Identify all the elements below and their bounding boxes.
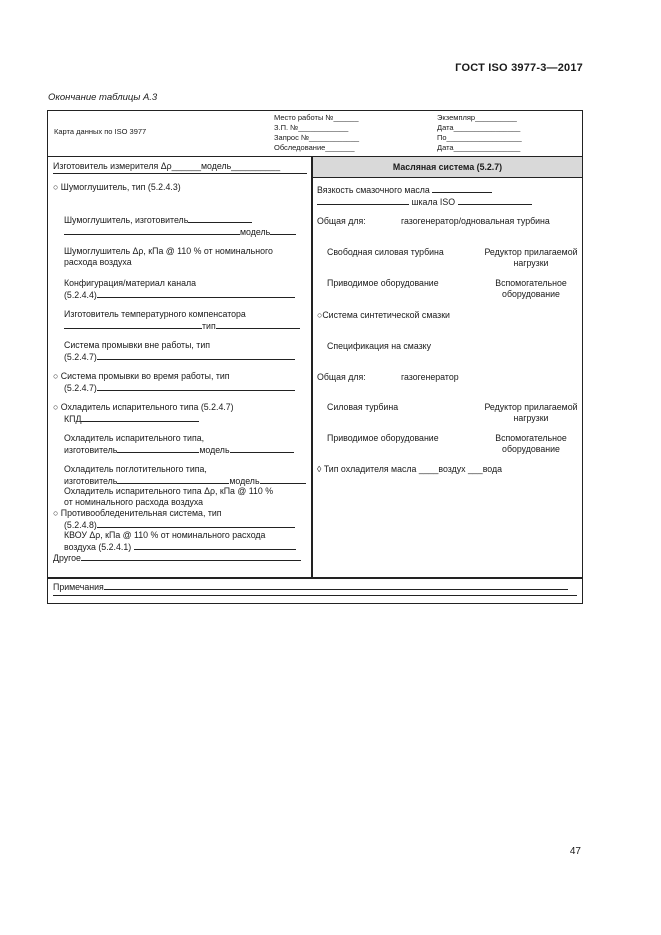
offline-wash-entry: Система промывки вне работы, тип (5.2.4.7) [64, 340, 312, 363]
silencer-dp-entry: Шумоглушитель Δρ, кПа @ 110 % от номинального расхода воздуха [64, 246, 273, 267]
meta-request: Запрос №____________ [274, 133, 360, 142]
temp-compensator-entry: Изготовитель температурного компенсатора тип [64, 309, 312, 332]
lube-spec-entry: Спецификация на смазку [327, 341, 432, 351]
diamond-icon: ◊ [317, 464, 322, 474]
duct-config-entry: Конфигурация/материал канала (5.2.4.4) [64, 278, 312, 301]
inlet-system-column [48, 157, 311, 577]
notes-row [53, 581, 577, 593]
meta-to: По__________________ [437, 133, 522, 142]
circle-icon: ○ [53, 508, 59, 518]
silencer-manufacturer-entry: Шумоглушитель, изготовитель модель [64, 214, 312, 238]
silencer-type-entry: ○ Шумоглушитель, тип (5.2.4.3) [53, 182, 181, 192]
page-number: 47 [569, 846, 581, 857]
meta-left-block [274, 113, 359, 153]
driven-equipment-entry: Приводимое оборудование Вспомогательное оборудование [327, 278, 567, 299]
meta-zp: З.П. №____________ [274, 123, 349, 132]
absorption-cooler-entry: Охладитель поглотительного типа, изготовитель модель [64, 464, 312, 487]
anti-icing-entry: ○ Противообледенительная система, тип (5.2.4.8) [53, 508, 301, 531]
evaporative-cooler-manufacturer-entry: Охладитель испарительного типа, изготовитель модель [64, 433, 312, 456]
driven-equipment-entry-2: Приводимое оборудование Вспомогательное оборудование [327, 433, 567, 454]
oil-system-column [313, 157, 582, 577]
free-turbine-entry: Свободная силовая турбина Редуктор прилагаемой нагрузки [327, 247, 578, 268]
notes-second-line [53, 595, 577, 596]
common-for-gg-entry: Общая для: газогенератор [317, 372, 459, 382]
dp-meter-manufacturer: Изготовитель измерителя Δρ______модель__________ [53, 161, 307, 174]
power-turbine-entry: Силовая турбина Редуктор прилагаемой нагрузки [327, 402, 578, 423]
evaporative-cooler-dp-entry: Охладитель испарительного типа Δρ, кПа @ 110 % от номинального расхода воздуха [64, 486, 274, 507]
circle-icon: ○ [53, 402, 59, 412]
notes-divider [48, 577, 582, 579]
meta-copy: Экземпляр__________ [437, 113, 517, 122]
circle-icon: ○ [317, 310, 323, 320]
synthetic-lube-entry: ○Система синтетической смазки [317, 310, 450, 320]
common-for-entry: Общая для: газогенератор/одновальная турбина [317, 216, 550, 226]
notes-label: Примечания [53, 582, 104, 592]
table-caption: Окончание таблицы А.3 [48, 92, 158, 103]
meta-workplace: Место работы №______ [274, 113, 359, 122]
online-wash-entry: ○ Система промывки во время работы, тип (5.2.4.7) [53, 371, 301, 394]
oil-cooler-type-entry: ◊ Тип охладителя масла ____воздух ___вода [317, 464, 502, 474]
circle-icon: ○ [53, 182, 59, 192]
meta-inspection: Обследование_______ [274, 143, 355, 152]
meta-date-1: Дата________________ [437, 123, 521, 132]
document-header: ГОСТ ISO 3977-3—2017 [455, 62, 583, 74]
meta-right-block [437, 113, 522, 153]
kvou-dp-entry: КВОУ Δρ, кПа @ 110 % от номинального расхода воздуха (5.2.4.1) [64, 530, 312, 553]
circle-icon: ○ [53, 371, 59, 381]
card-header-row [48, 111, 582, 157]
evaporative-cooler-entry: ○ Охладитель испарительного типа (5.2.4.7) КПД [53, 402, 234, 424]
card-title: Карта данных по ISO 3977 [54, 127, 147, 136]
oil-viscosity-entry: Вязкость смазочного масла шкала ISO [317, 184, 579, 208]
meta-date-2: Дата________________ [437, 143, 521, 152]
data-card-table [47, 110, 583, 604]
oil-system-title: Масляная система (5.2.7) [313, 157, 582, 178]
other-entry: Другое [53, 552, 301, 564]
